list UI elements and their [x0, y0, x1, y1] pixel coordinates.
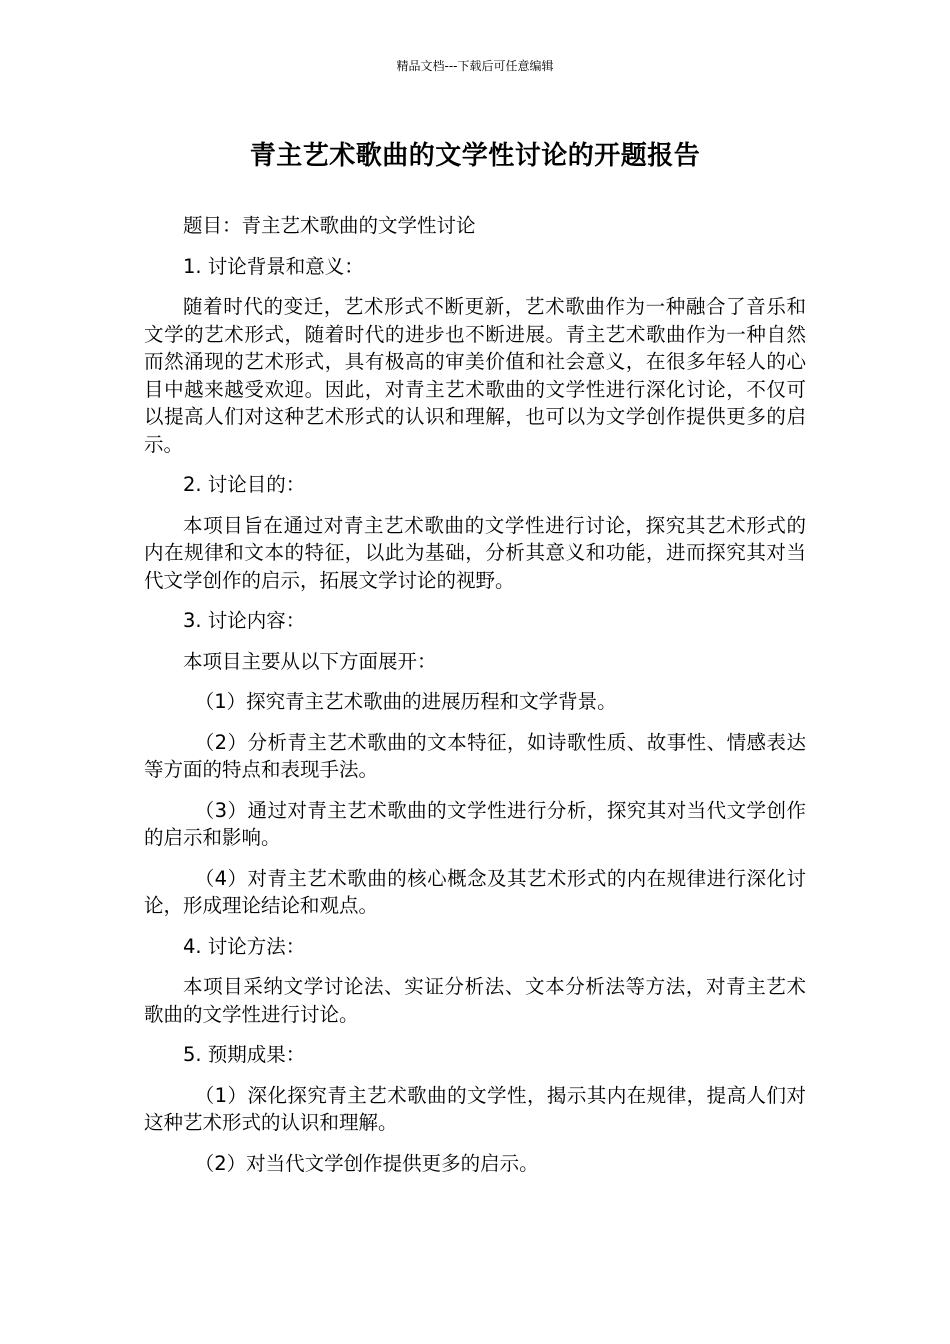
paragraph-method: 本项目采纳文学讨论法、实证分析法、文本分析法等方法，对青主艺术歌曲的文学性进行讨论。: [144, 975, 806, 1026]
section-heading-results: 5. 预期成果：: [183, 1043, 306, 1066]
page-header: 精品文档---下载后可任意编辑: [396, 59, 554, 73]
paragraph-purpose: 本项目旨在通过对青主艺术歌曲的文学性进行讨论，探究其艺术形式的内在规律和文本的特征，以此为基础，分析其意义和功能，进而探究其对当代文学创作的启示，拓展文学讨论的视野。: [144, 513, 806, 592]
content-item-1: （1）探究青主艺术歌曲的进展历程和文学背景。: [194, 690, 617, 713]
paragraph-content-intro: 本项目主要从以下方面展开：: [183, 649, 437, 673]
section-heading-method: 4. 讨论方法：: [183, 934, 306, 958]
document-body: [144, 212, 806, 1190]
content-item-3: （3）通过对青主艺术歌曲的文学性进行分析，探究其对当代文学创作的启示和影响。: [144, 798, 806, 849]
topic-line: 题目：青主艺术歌曲的文学性讨论: [183, 214, 476, 237]
paragraph-background: 随着时代的变迁，艺术形式不断更新，艺术歌曲作为一种融合了音乐和文学的艺术形式，随着时代的进步也不断进展。青主艺术歌曲作为一种自然而然涌现的艺术形式，具有极高的审美价值和社会意义，在很多年轻人的心目中越来越受欢迎。因此，对青主艺术歌曲的文学性进行深化讨论，不仅可以提高人们对这种艺术形式的认识和理解，也可以为文学创作提供更多的启示。: [144, 295, 806, 456]
result-item-1: （1）深化探究青主艺术歌曲的文学性，揭示其内在规律，提高人们对这种艺术形式的认识和理解。: [144, 1083, 806, 1134]
document-title: 青主艺术歌曲的文学性讨论的开题报告: [249, 141, 701, 171]
result-item-2: （2）对当代文学创作提供更多的启示。: [194, 1151, 539, 1175]
section-heading-purpose: 2. 讨论目的：: [183, 473, 306, 496]
section-heading-background: 1. 讨论背景和意义：: [183, 254, 364, 278]
content-item-4: （4）对青主艺术歌曲的核心概念及其艺术形式的内在规律进行深化讨论，形成理论结论和观点。: [144, 866, 806, 917]
section-heading-content: 3. 讨论内容：: [183, 609, 306, 632]
content-item-2: （2）分析青主艺术歌曲的文本特征，如诗歌性质、故事性、情感表达等方面的特点和表现手法。: [144, 730, 806, 781]
